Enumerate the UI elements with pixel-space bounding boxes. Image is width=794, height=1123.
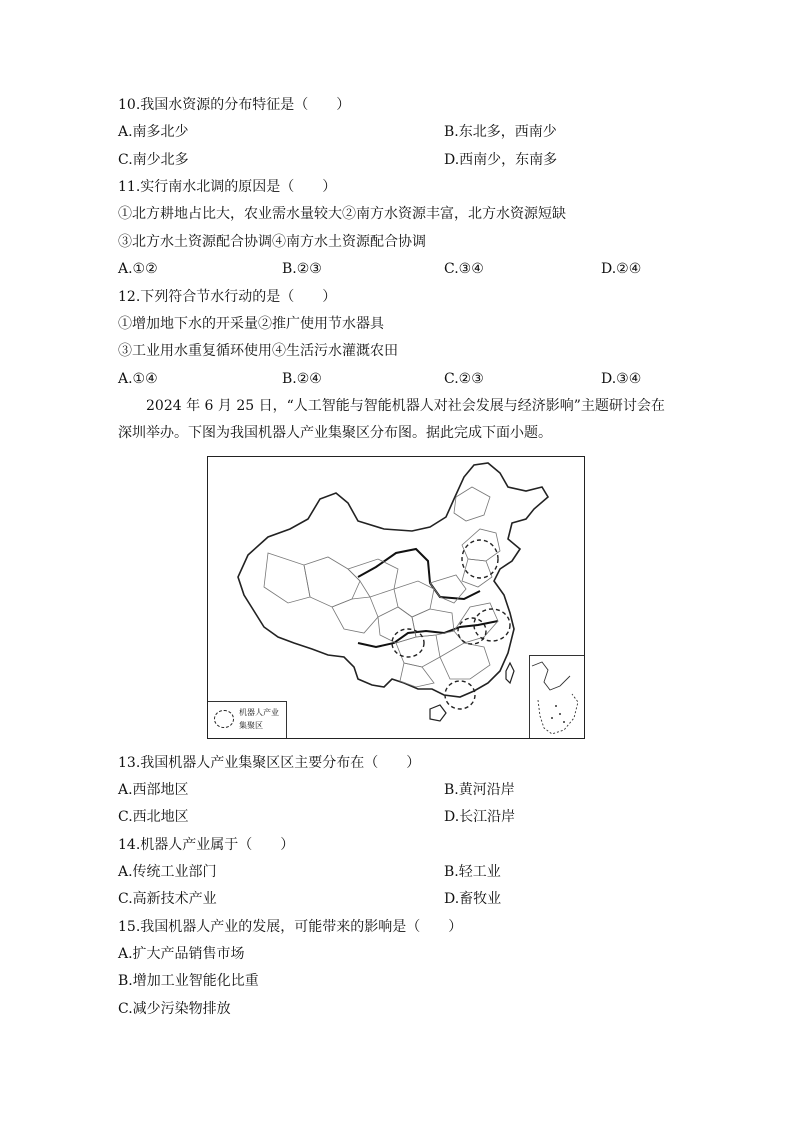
- question-10-option-a[interactable]: A.南多北少: [118, 124, 189, 140]
- cluster-markers: [392, 540, 510, 709]
- question-11-option-b[interactable]: B.②③: [282, 261, 322, 277]
- question-10-stem: 10.我国水资源的分布特征是（ ）: [118, 97, 351, 113]
- question-14-option-b[interactable]: B.轻工业: [444, 864, 501, 880]
- cluster-circle-northeast: [462, 540, 498, 578]
- question-14-stem: 14.机器人产业属于（ ）: [118, 837, 295, 853]
- question-12-option-d[interactable]: D.③④: [601, 371, 642, 387]
- question-11-option-a[interactable]: A.①②: [118, 261, 158, 277]
- question-12-statement-1: ①增加地下水的开采量②推广使用节水器具: [118, 316, 384, 332]
- question-11-stem: 11.实行南水北调的原因是（ ）: [118, 179, 337, 195]
- question-15-option-a[interactable]: A.扩大产品销售市场: [118, 946, 245, 962]
- taiwan-island: [506, 663, 514, 683]
- question-11-option-d[interactable]: D.②④: [601, 261, 642, 277]
- dashed-circle-legend-icon: [214, 710, 234, 728]
- question-12-stem: 12.下列符合节水行动的是（ ）: [118, 289, 337, 305]
- question-15-stem: 15.我国机器人产业的发展，可能带来的影响是（ ）: [118, 919, 463, 935]
- material-intro-paragraph: 2024 年 6 月 25 日，“人工智能与智能机器人对社会发展与经济影响”主题研讨会在深圳举办。下图为我国机器人产业集聚区分布图。据此完成下面小题。: [118, 398, 665, 441]
- question-13-stem: 13.我国机器人产业集聚区区主要分布在（ ）: [118, 755, 421, 771]
- china-outline-map: [208, 457, 584, 738]
- map-legend: [208, 701, 287, 738]
- question-14-option-a[interactable]: A.传统工业部门: [118, 864, 217, 880]
- cluster-circle-wuhan: [458, 618, 486, 644]
- question-12-option-b[interactable]: B.②④: [282, 371, 322, 387]
- question-14-option-c[interactable]: C.高新技术产业: [118, 891, 217, 907]
- south-china-sea-inset: [529, 655, 584, 738]
- question-12-option-a[interactable]: A.①④: [118, 371, 158, 387]
- inset-map: [530, 656, 584, 738]
- question-13-option-b[interactable]: B.黄河沿岸: [444, 782, 515, 798]
- robot-industry-cluster-map: [207, 456, 585, 739]
- question-13-option-a[interactable]: A.西部地区: [118, 782, 189, 798]
- question-11-option-c[interactable]: C.③④: [444, 261, 484, 277]
- question-11-statement-1: ①北方耕地占比大，农业需水量较大②南方水资源丰富，北方水资源短缺: [118, 206, 566, 222]
- yellow-river-line: [358, 549, 480, 599]
- question-10-option-b[interactable]: B.东北多，西南少: [444, 124, 557, 140]
- china-border: [238, 463, 548, 697]
- question-12-option-c[interactable]: C.②③: [444, 371, 484, 387]
- question-14-option-d[interactable]: D.畜牧业: [444, 891, 502, 907]
- question-15-option-b[interactable]: B.增加工业智能化比重: [118, 973, 259, 989]
- legend-label: 机器人产业集聚区: [239, 708, 279, 730]
- hainan-island: [430, 705, 446, 721]
- question-15-option-c[interactable]: C.减少污染物排放: [118, 1001, 231, 1017]
- province-boundaries: [264, 487, 500, 687]
- question-10-option-d[interactable]: D.西南少，东南多: [444, 152, 558, 168]
- question-13-option-c[interactable]: C.西北地区: [118, 809, 189, 825]
- question-10-option-c[interactable]: C.南少北多: [118, 152, 189, 168]
- question-12-statement-2: ③工业用水重复循环使用④生活污水灌溉农田: [118, 343, 398, 359]
- question-11-statement-2: ③北方水土资源配合协调④南方水土资源配合协调: [118, 234, 426, 250]
- question-13-option-d[interactable]: D.长江沿岸: [444, 809, 516, 825]
